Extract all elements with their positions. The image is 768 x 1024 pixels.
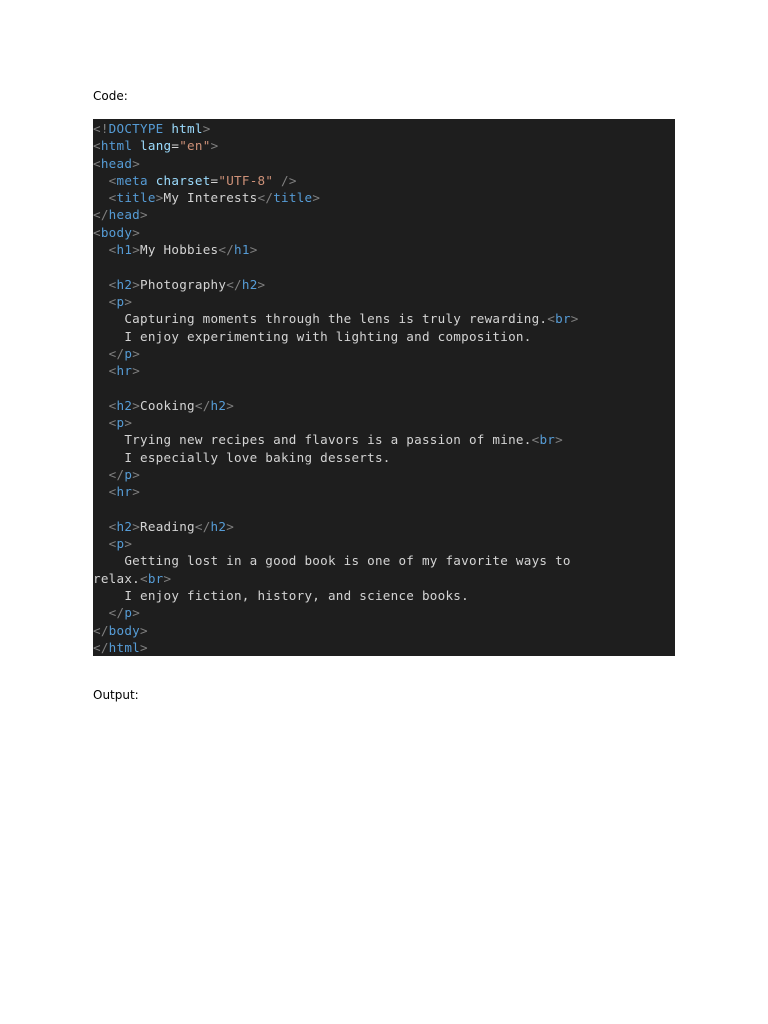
code-token-text: I enjoy fiction, history, and science books.: [93, 588, 469, 604]
code-token-text: Cooking: [140, 397, 195, 413]
code-token-punct: </: [93, 639, 109, 655]
code-line: [93, 224, 675, 241]
code-token-punct: >: [132, 276, 141, 292]
code-token-tag: p: [124, 345, 133, 361]
code-block: [93, 119, 675, 656]
code-token-tag: html: [100, 138, 133, 154]
code-line: [93, 397, 675, 414]
code-line: [93, 328, 675, 345]
code-line: [93, 258, 675, 275]
code-token-punct: >: [140, 639, 148, 655]
code-token-text: Reading: [140, 518, 195, 534]
code-token-punct: />: [281, 172, 297, 188]
code-token-text: Getting lost in a good book is one of my favorite ways to: [93, 553, 571, 569]
code-token-tag: h2: [241, 276, 258, 292]
code-token-punct: </: [257, 190, 274, 206]
code-line: [93, 431, 675, 448]
code-token-text: [93, 173, 109, 188]
code-token-eq: =: [210, 172, 219, 188]
code-line: [93, 501, 675, 518]
code-token-punct: >: [163, 570, 172, 586]
code-token-text: [93, 242, 109, 257]
code-token-punct: >: [249, 242, 258, 258]
code-line: [93, 639, 675, 656]
code-token-punct: <: [108, 518, 117, 534]
code-token-text: [132, 138, 140, 153]
code-token-punct: >: [155, 190, 164, 206]
code-token-text: [93, 294, 109, 309]
code-token-punct: <: [531, 432, 540, 448]
code-token-tag: h1: [234, 242, 250, 258]
code-token-text: [273, 173, 281, 188]
code-token-punct: >: [132, 242, 141, 258]
code-token-punct: </: [194, 518, 211, 534]
code-token-text: [93, 536, 109, 551]
code-token-punct: >: [210, 138, 219, 154]
code-token-punct: <: [108, 484, 117, 500]
code-token-tag: h2: [210, 397, 227, 413]
code-token-punct: </: [108, 345, 125, 361]
code-line: [93, 466, 675, 483]
code-token-tag: head: [108, 207, 141, 223]
code-token-punct: <: [93, 224, 101, 240]
code-token-punct: <: [108, 415, 117, 431]
code-token-punct: </: [218, 242, 235, 258]
code-token-tag: h2: [116, 397, 133, 413]
code-token-tag: h2: [116, 276, 133, 292]
code-token-punct: </: [93, 207, 109, 223]
code-token-punct: >: [132, 518, 141, 534]
code-token-tag: head: [100, 155, 133, 171]
code-token-punct: >: [226, 518, 235, 534]
output-label: Output:: [93, 688, 139, 702]
code-token-punct: <: [108, 293, 117, 309]
code-token-str: "en": [179, 138, 211, 154]
code-line: [93, 535, 675, 552]
code-token-text: I enjoy experimenting with lighting and composition.: [93, 328, 532, 344]
code-line: [93, 137, 675, 154]
code-token-punct: <!: [93, 121, 109, 136]
code-token-str: "UTF-8": [218, 172, 274, 188]
code-line: [93, 414, 675, 431]
code-token-tag: DOCTYPE: [108, 121, 164, 136]
code-token-attr: charset: [155, 172, 211, 188]
code-line: [93, 587, 675, 604]
code-line: [93, 379, 675, 396]
code-token-punct: >: [132, 345, 141, 361]
code-token-text: [93, 519, 109, 534]
code-token-tag: html: [108, 639, 141, 655]
code-token-text: Trying new recipes and flavors is a passion of mine.: [93, 432, 532, 448]
code-line: [93, 206, 675, 223]
code-token-text: My Interests: [163, 190, 258, 206]
code-line: [93, 310, 675, 327]
code-line: [93, 172, 675, 189]
code-token-attr: html: [171, 121, 203, 136]
code-token-punct: >: [257, 276, 266, 292]
code-line: [93, 241, 675, 258]
code-token-tag: hr: [116, 363, 133, 379]
code-token-punct: >: [132, 397, 141, 413]
code-token-text: [148, 173, 156, 188]
code-token-tag: p: [124, 466, 133, 482]
code-token-tag: p: [116, 293, 125, 309]
code-token-tag: meta: [116, 172, 148, 188]
code-line: [93, 552, 675, 569]
code-token-punct: <: [108, 276, 117, 292]
code-token-attr: lang: [140, 138, 172, 154]
code-token-punct: </: [226, 276, 242, 292]
code-token-punct: >: [312, 190, 321, 206]
code-token-punct: >: [132, 605, 141, 621]
code-token-text: [93, 415, 109, 430]
code-token-text: My Hobbies: [140, 242, 219, 258]
code-token-text: [93, 605, 109, 620]
code-token-punct: >: [226, 397, 235, 413]
code-token-punct: </: [108, 605, 125, 621]
code-token-text: Photography: [140, 276, 227, 292]
code-token-tag: p: [124, 605, 133, 621]
code-token-punct: </: [194, 397, 211, 413]
code-token-eq: =: [171, 138, 180, 154]
code-label: Code:: [93, 89, 128, 103]
code-line: [93, 293, 675, 310]
code-token-punct: <: [93, 138, 101, 154]
code-token-punct: >: [202, 121, 211, 136]
code-token-text: [93, 277, 109, 292]
code-token-punct: >: [132, 466, 141, 482]
code-line: [93, 345, 675, 362]
code-token-tag: h2: [210, 518, 227, 534]
code-token-text: relax.: [93, 570, 140, 586]
code-token-punct: >: [555, 432, 563, 448]
code-line: [93, 120, 675, 137]
code-token-punct: >: [124, 293, 133, 309]
code-line: [93, 483, 675, 500]
code-token-punct: >: [140, 622, 148, 638]
code-token-punct: <: [93, 155, 101, 171]
code-token-punct: <: [140, 570, 148, 586]
code-token-punct: >: [140, 207, 148, 223]
code-token-punct: <: [108, 363, 117, 379]
code-line: [93, 518, 675, 535]
code-token-text: [93, 484, 109, 499]
code-line: [93, 189, 675, 206]
code-token-text: [93, 190, 109, 205]
code-token-text: [93, 398, 109, 413]
code-token-punct: <: [108, 242, 117, 258]
code-token-tag: body: [108, 622, 141, 638]
code-line: [93, 604, 675, 621]
code-line: [93, 155, 675, 172]
code-token-tag: body: [100, 224, 133, 240]
code-token-tag: title: [116, 190, 156, 206]
code-token-punct: >: [132, 155, 141, 171]
code-token-tag: p: [116, 536, 125, 552]
code-token-punct: <: [108, 190, 117, 206]
code-token-text: [93, 346, 109, 361]
code-token-punct: >: [570, 311, 579, 327]
code-token-tag: title: [273, 190, 313, 206]
code-token-punct: </: [108, 466, 125, 482]
code-token-punct: >: [124, 536, 133, 552]
code-token-punct: >: [132, 224, 141, 240]
code-token-punct: >: [124, 415, 133, 431]
code-token-text: Capturing moments through the lens is truly rewarding.: [93, 311, 548, 327]
code-token-tag: h2: [116, 518, 133, 534]
code-token-text: [93, 363, 109, 378]
code-token-punct: <: [547, 311, 556, 327]
code-line: [93, 362, 675, 379]
code-token-tag: br: [555, 311, 571, 327]
code-line: [93, 570, 675, 587]
code-token-tag: p: [116, 415, 125, 431]
code-token-punct: </: [93, 622, 109, 638]
code-token-punct: >: [132, 363, 141, 379]
code-line: [93, 449, 675, 466]
code-token-punct: <: [108, 397, 117, 413]
code-token-tag: br: [147, 570, 164, 586]
code-line: [93, 276, 675, 293]
code-line: [93, 622, 675, 639]
code-token-tag: h1: [116, 242, 133, 258]
code-token-tag: hr: [116, 484, 133, 500]
code-token-punct: >: [132, 484, 141, 500]
code-token-punct: <: [108, 536, 117, 552]
code-token-text: I especially love baking desserts.: [93, 449, 391, 465]
code-token-tag: br: [539, 432, 556, 448]
code-token-punct: <: [108, 172, 117, 188]
code-token-text: [93, 467, 109, 482]
